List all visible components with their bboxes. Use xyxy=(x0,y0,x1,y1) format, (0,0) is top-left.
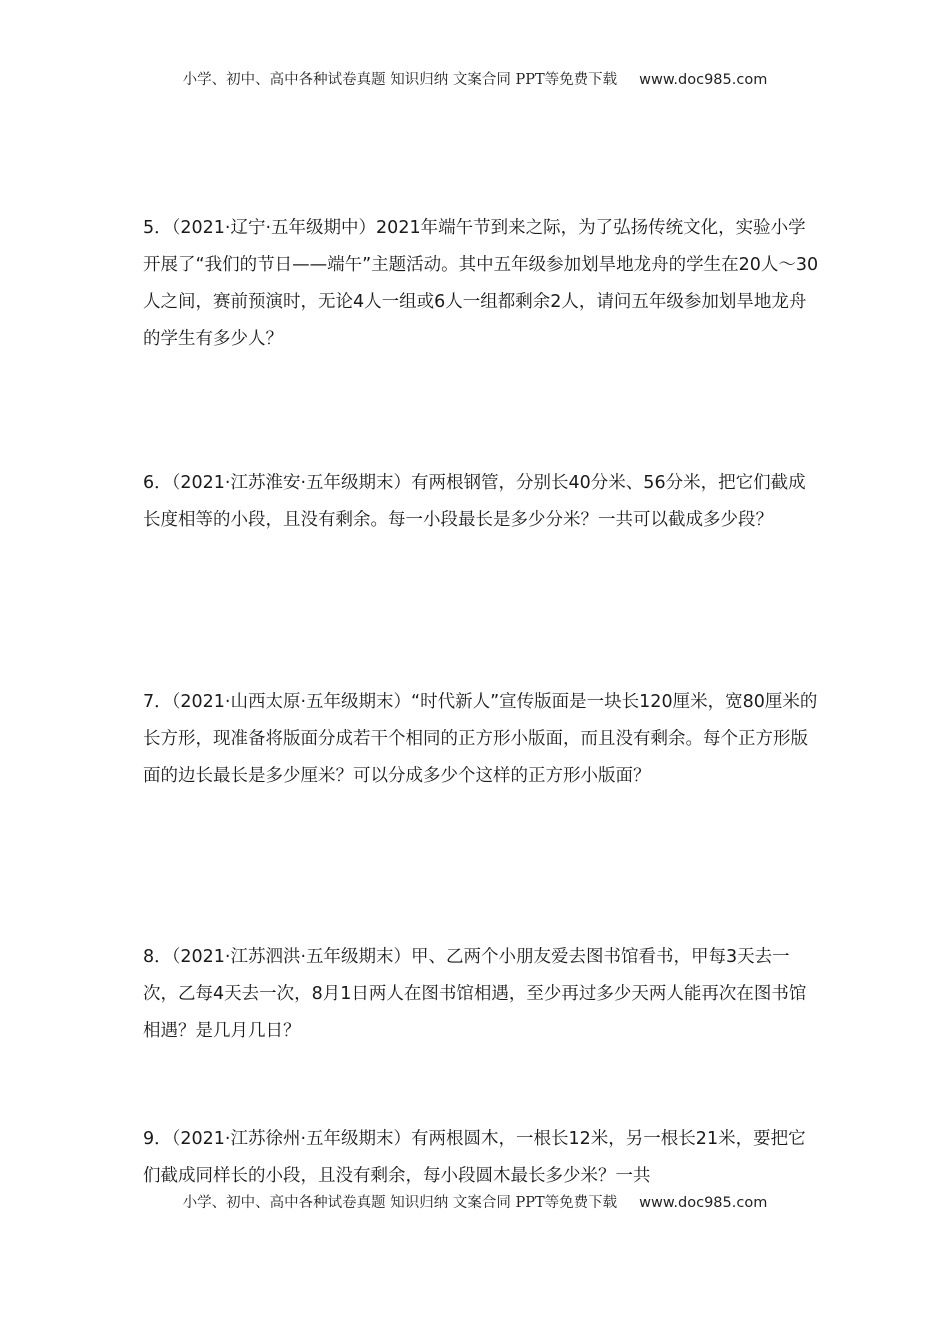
footer-url[interactable]: www.doc985.com xyxy=(639,1195,768,1211)
page-header xyxy=(0,68,950,89)
question-7: 7．（2021·山西太原·五年级期末）“时代新人”宣传版面是一块长120厘米，宽80厘米的长方形，现准备将版面分成若干个相同的正方形小版面，而且没有剩余。每个正方形版面的边长最长是多少厘米？可以分成多少个这样的正方形小版面？ xyxy=(143,692,818,786)
question-9: 9．（2021·江苏徐州·五年级期末）有两根圆木，一根长12米，另一根长21米，要把它们截成同样长的小段，且没有剩余，每小段圆木最长多少米？一共 xyxy=(143,1129,806,1186)
question-5: 5．（2021·辽宁·五年级期中）2021年端午节到来之际，为了弘扬传统文化，实验小学开展了“我们的节日——端午”主题活动。其中五年级参加划旱地龙舟的学生在20人～30人之间，赛前预演时，无论4人一组或6人一组都剩余2人，请问五年级参加划旱地龙舟的学生有多少人？ xyxy=(143,218,819,349)
question-6: 6．（2021·江苏淮安·五年级期末）有两根钢管，分别长40分米、56分米，把它们截成长度相等的小段，且没有剩余。每一小段最长是多少分米？一共可以截成多少段？ xyxy=(143,473,806,530)
header-url[interactable]: www.doc985.com xyxy=(639,72,768,88)
page-footer xyxy=(0,1191,950,1212)
question-8: 8．（2021·江苏泗洪·五年级期末）甲、乙两个小朋友爱去图书馆看书，甲每3天去一次，乙每4天去一次，8月1日两人在图书馆相遇，至少再过多少天两人能再次在图书馆相遇？是几月几日？ xyxy=(143,947,807,1041)
header-text: 小学、初中、高中各种试卷真题 知识归纳 文案合同 PPT等免费下载 xyxy=(182,72,618,88)
footer-text: 小学、初中、高中各种试卷真题 知识归纳 文案合同 PPT等免费下载 xyxy=(182,1195,618,1211)
